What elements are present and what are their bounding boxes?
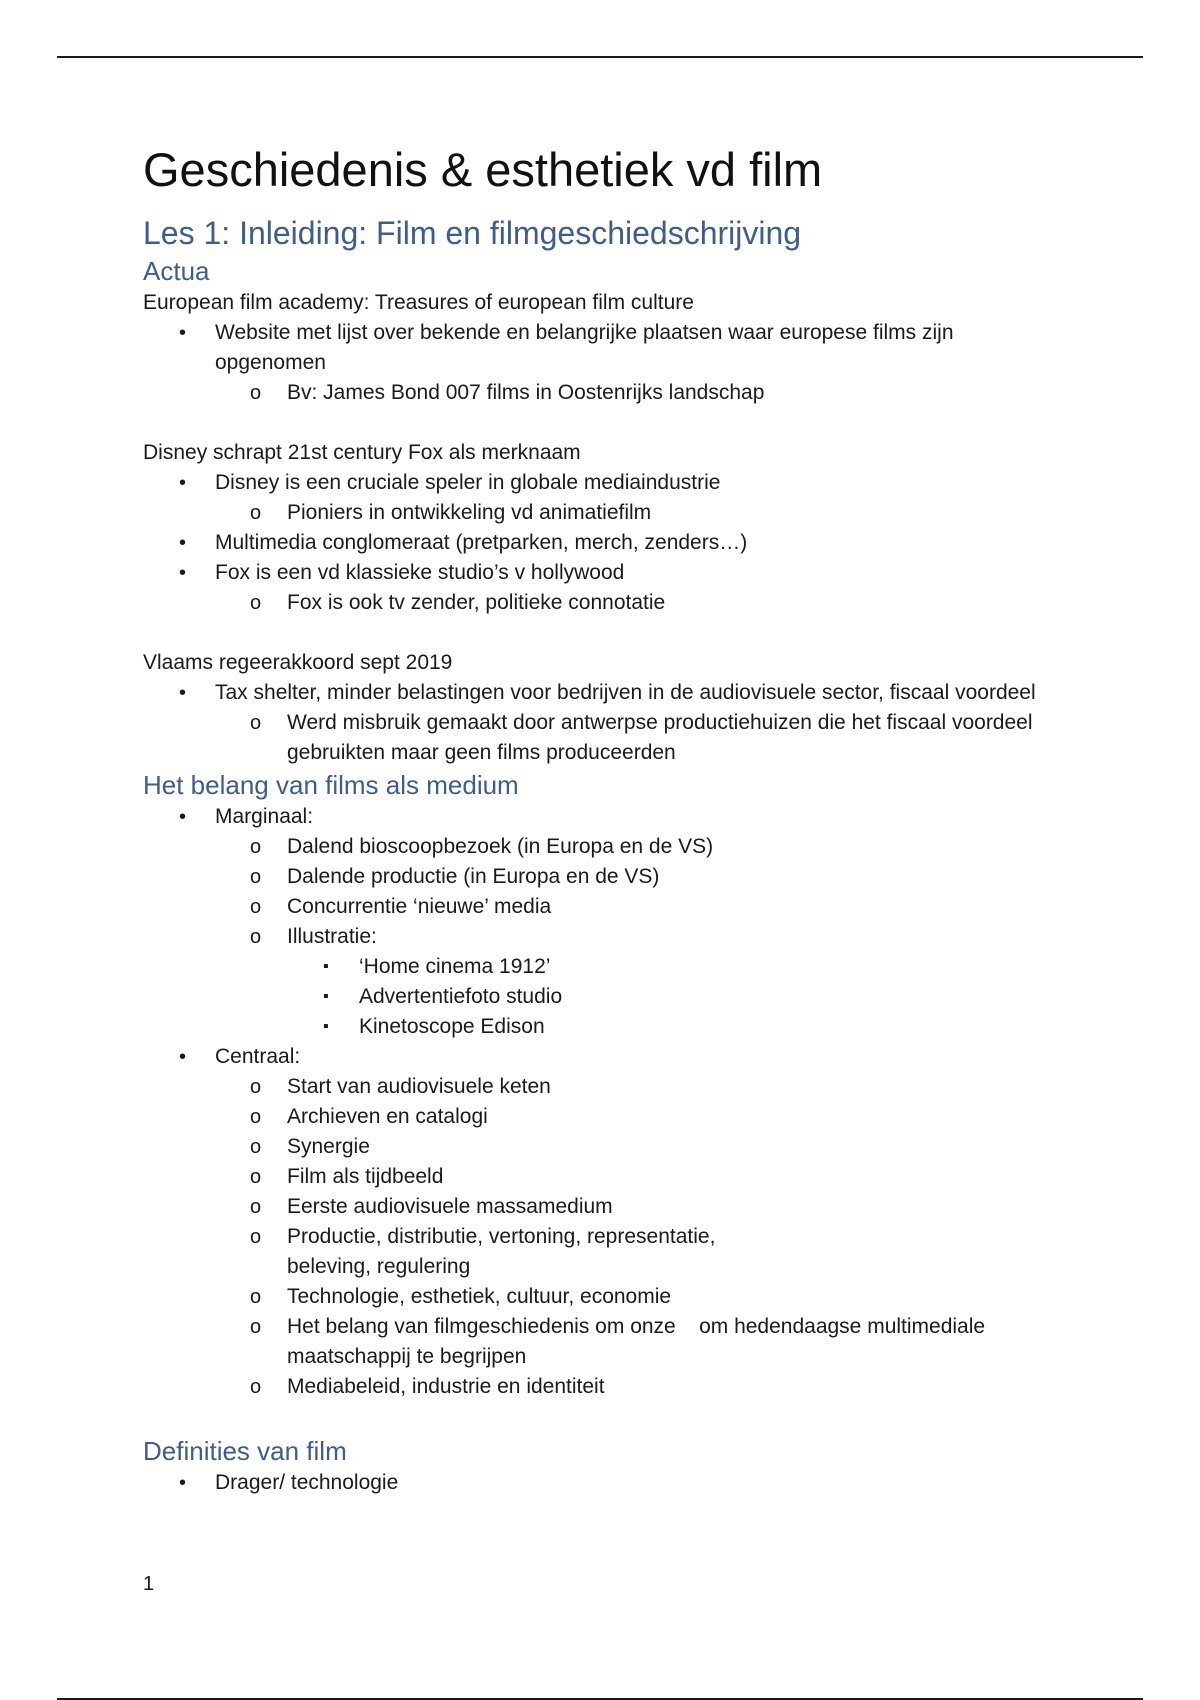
bullet-list	[143, 678, 1063, 708]
list-item-text: Start van audiovisuele keten	[287, 1075, 551, 1098]
bullet-list	[143, 802, 1063, 832]
bullet-circle-icon: o	[250, 592, 262, 614]
sub-bullet-list	[143, 588, 1063, 618]
list-item-text: Tax shelter, minder belastingen voor bedrijven in de audiovisuele sector, fiscaal voordeel	[215, 681, 1036, 704]
list-item-text: Technologie, esthetiek, cultuur, economie	[287, 1285, 672, 1308]
list-item-text: Bv: James Bond 007 films in Oostenrijks landschap	[287, 381, 765, 404]
bullet-circle-icon: o	[250, 866, 262, 888]
list-item	[143, 1102, 1063, 1132]
bullet-circle-icon: o	[250, 1226, 262, 1248]
bullet-circle-icon: o	[250, 1196, 262, 1218]
paragraph: Disney schrapt 21st century Fox als merknaam	[143, 441, 581, 464]
list-item	[143, 1312, 1063, 1372]
bullet-list	[143, 528, 1063, 588]
list-item	[143, 952, 1063, 982]
list-item-text: Dalend bioscoopbezoek (in Europa en de VS)	[287, 835, 714, 858]
bullet-square-icon: ▪	[323, 1018, 329, 1035]
list-item-text: Het belang van filmgeschiedenis om onze om hedendaagse multimediale maatschappij te begrijpen	[287, 1315, 991, 1368]
list-item-text: Werd misbruik gemaakt door antwerpse productiehuizen die het fiscaal voordeel gebruikten maar geen films produceerden	[287, 711, 1033, 764]
bullet-circle-icon: o	[250, 896, 262, 918]
list-item	[143, 318, 1063, 378]
list-item	[143, 1372, 1063, 1402]
bullet-disc-icon: •	[179, 682, 187, 704]
list-item	[143, 1282, 1063, 1312]
list-item	[143, 678, 1063, 708]
bullet-circle-icon: o	[250, 382, 262, 404]
list-item	[143, 1042, 1063, 1072]
list-item-text: Fox is een vd klassieke studio’s v hollywood	[215, 561, 625, 584]
list-item	[143, 892, 1063, 922]
list-item-text: Website met lijst over bekende en belangrijke plaatsen waar europese films zijn opgenomen	[215, 321, 954, 374]
list-item	[143, 1468, 1063, 1498]
bullet-circle-icon: o	[250, 836, 262, 858]
bullet-circle-icon: o	[250, 926, 262, 948]
bullet-list	[143, 318, 1063, 378]
sub-bullet-list	[143, 1072, 1063, 1402]
list-item-text: Synergie	[287, 1135, 370, 1158]
list-item	[143, 802, 1063, 832]
bullet-circle-icon: o	[250, 1286, 262, 1308]
list-item	[143, 498, 1063, 528]
document-title: Geschiedenis & esthetiek vd film	[143, 143, 823, 196]
section-heading-definities: Definities van film	[143, 1436, 347, 1466]
bullet-circle-icon: o	[250, 712, 262, 734]
bullet-circle-icon: o	[250, 1166, 262, 1188]
list-item-text: Mediabeleid, industrie en identiteit	[287, 1375, 605, 1398]
list-item-text: Film als tijdbeeld	[287, 1165, 444, 1188]
sub-bullet-list	[143, 498, 1063, 528]
list-item	[143, 1012, 1063, 1042]
section-heading-belang: Het belang van films als medium	[143, 770, 519, 800]
list-item	[143, 1192, 1063, 1222]
bullet-circle-icon: o	[250, 1106, 262, 1128]
list-item-text-continued: beleving, regulering	[287, 1255, 471, 1278]
list-item-text: Dalende productie (in Europa en de VS)	[287, 865, 660, 888]
bullet-list	[143, 1042, 1063, 1072]
bullet-disc-icon: •	[179, 806, 187, 828]
list-item-text: Productie, distributie, vertoning, representatie,	[287, 1225, 716, 1248]
bullet-disc-icon: •	[179, 472, 187, 494]
list-item	[143, 832, 1063, 862]
list-item-text: Drager/ technologie	[215, 1471, 399, 1494]
list-item-text: ‘Home cinema 1912’	[359, 955, 551, 978]
list-item-text: Centraal:	[215, 1045, 301, 1068]
list-item	[143, 378, 1063, 408]
bullet-disc-icon: •	[179, 1472, 187, 1494]
list-item-text: Archieven en catalogi	[287, 1105, 488, 1128]
bullet-list	[143, 1468, 1063, 1498]
list-item	[143, 982, 1063, 1012]
sub-bullet-list	[143, 832, 1063, 952]
sub-bullet-list	[143, 378, 1063, 408]
list-item-text: Fox is ook tv zender, politieke connotatie	[287, 591, 666, 614]
lesson-heading: Les 1: Inleiding: Film en filmgeschiedschrijving	[143, 215, 802, 251]
list-item-text: Eerste audiovisuele massamedium	[287, 1195, 613, 1218]
paragraph: European film academy: Treasures of european film culture	[143, 291, 694, 314]
list-item	[143, 588, 1063, 618]
bullet-disc-icon: •	[179, 322, 187, 344]
section-heading-actua: Actua	[143, 256, 210, 286]
list-item	[143, 922, 1063, 952]
list-item-text: Illustratie:	[287, 925, 377, 948]
list-item-text: Marginaal:	[215, 805, 314, 828]
bullet-disc-icon: •	[179, 562, 187, 584]
list-item	[143, 1162, 1063, 1192]
list-item-text: Kinetoscope Edison	[359, 1015, 545, 1038]
list-item-text: Concurrentie ‘nieuwe’ media	[287, 895, 552, 918]
bullet-circle-icon: o	[250, 1076, 262, 1098]
document-page	[143, 138, 1063, 1498]
list-item	[143, 558, 1063, 588]
list-item	[143, 708, 1063, 768]
list-item-text: Advertentiefoto studio	[359, 985, 563, 1008]
bullet-circle-icon: o	[250, 502, 262, 524]
bullet-disc-icon: •	[179, 532, 187, 554]
bullet-disc-icon: •	[179, 1046, 187, 1068]
bullet-circle-icon: o	[250, 1316, 262, 1338]
list-item	[143, 1222, 1063, 1282]
list-item	[143, 1072, 1063, 1102]
list-item-text: Disney is een cruciale speler in globale mediaindustrie	[215, 471, 721, 494]
page-number: 1	[143, 1573, 155, 1595]
header-rule	[57, 56, 1143, 58]
list-item	[143, 468, 1063, 498]
bullet-list	[143, 468, 1063, 498]
paragraph: Vlaams regeerakkoord sept 2019	[143, 651, 453, 674]
bullet-circle-icon: o	[250, 1136, 262, 1158]
bullet-circle-icon: o	[250, 1376, 262, 1398]
list-item-text: Multimedia conglomeraat (pretparken, merch, zenders…)	[215, 531, 748, 554]
list-item-text: Pioniers in ontwikkeling vd animatiefilm	[287, 501, 652, 524]
sub-sub-bullet-list	[143, 952, 1063, 1042]
bullet-square-icon: ▪	[323, 988, 329, 1005]
bullet-square-icon: ▪	[323, 958, 329, 975]
list-item	[143, 1132, 1063, 1162]
list-item	[143, 862, 1063, 892]
sub-bullet-list	[143, 708, 1063, 768]
list-item	[143, 528, 1063, 558]
